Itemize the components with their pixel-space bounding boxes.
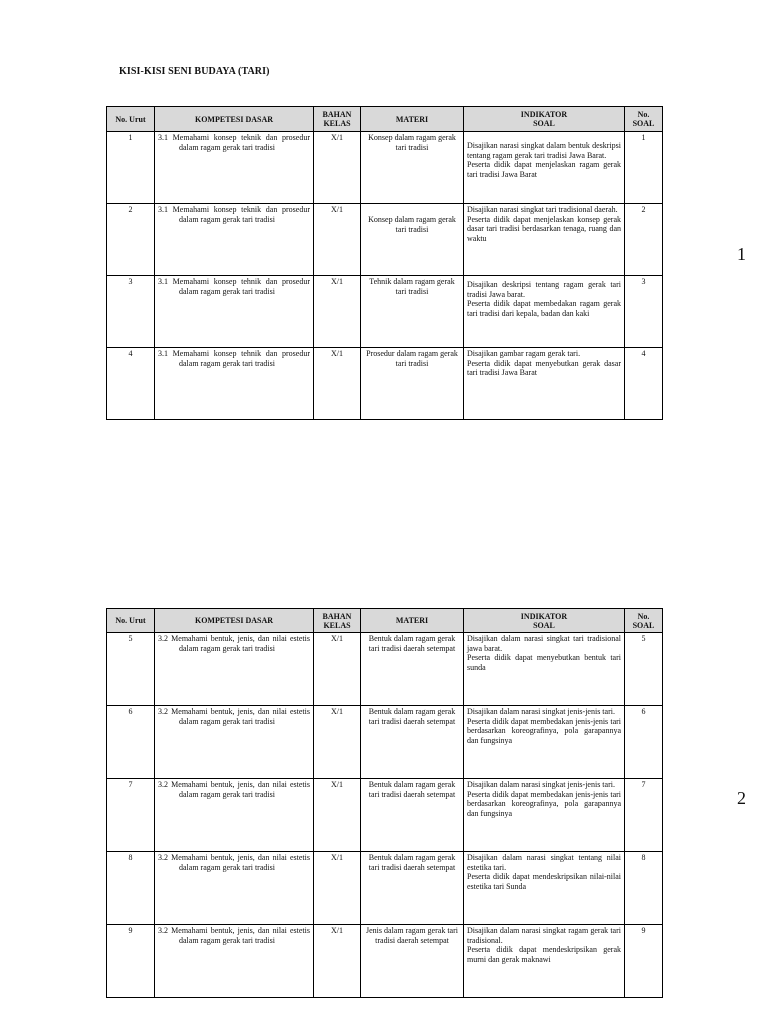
kompetensi-dasar-cell bbox=[155, 779, 314, 852]
kelas-cell: X/1 bbox=[314, 276, 361, 348]
header-materi: MATERI bbox=[361, 107, 464, 132]
row-number: 6 bbox=[107, 706, 155, 779]
kompetensi-dasar-text: 3.2 Memahami bentuk, jenis, dan nilai estetis dalam ragam gerak tari tradisi bbox=[158, 707, 310, 726]
indikator-cell bbox=[464, 132, 625, 204]
kompetensi-dasar-text: 3.2 Memahami bentuk, jenis, dan nilai estetis dalam ragam gerak tari tradisi bbox=[158, 780, 310, 799]
kompetensi-dasar-text: 3.1 Memahami konsep teknik dan prosedur dalam ragam gerak tari tradisi bbox=[158, 133, 310, 152]
kompetensi-dasar-text: 3.1 Memahami konsep tehnik dan prosedur dalam ragam gerak tari tradisi bbox=[158, 277, 310, 296]
kompetensi-dasar-cell bbox=[155, 132, 314, 204]
kompetensi-dasar-cell bbox=[155, 852, 314, 925]
header-bahan-kelas: BAHAN KELAS bbox=[314, 107, 361, 132]
kelas-cell: X/1 bbox=[314, 852, 361, 925]
kisi-kisi-table-2 bbox=[106, 608, 663, 998]
soal-number: 6 bbox=[625, 706, 663, 779]
row-number: 1 bbox=[107, 132, 155, 204]
materi-cell: Tehnik dalam ragam gerak tari tradisi bbox=[361, 276, 464, 348]
row-number: 4 bbox=[107, 348, 155, 420]
kelas-cell: X/1 bbox=[314, 925, 361, 998]
indikator-cell bbox=[464, 706, 625, 779]
header-no-urut: No. Urut bbox=[107, 609, 155, 633]
soal-number: 9 bbox=[625, 925, 663, 998]
indikator-text: Peserta didik dapat mendeskripsikan gerak murni dan gerak maknawi bbox=[467, 945, 621, 964]
table-row bbox=[107, 204, 663, 276]
indikator-cell bbox=[464, 204, 625, 276]
indikator-text: Disajikan narasi singkat dalam bentuk deskripsi tentang ragam gerak tari tradisi Jawa Barat. bbox=[467, 141, 621, 160]
page-number: 1 bbox=[737, 244, 746, 264]
materi-cell: Konsep dalam ragam gerak tari tradisi bbox=[361, 204, 464, 276]
indikator-text: Disajikan dalam narasi singkat tentang nilai estetika tari. bbox=[467, 853, 621, 872]
kelas-cell: X/1 bbox=[314, 204, 361, 276]
table-row bbox=[107, 779, 663, 852]
header-no-urut: No. Urut bbox=[107, 107, 155, 132]
kompetensi-dasar-cell bbox=[155, 633, 314, 706]
table-row bbox=[107, 276, 663, 348]
indikator-cell bbox=[464, 852, 625, 925]
materi-cell: Konsep dalam ragam gerak tari tradisi bbox=[361, 132, 464, 204]
indikator-cell bbox=[464, 925, 625, 998]
header-no-soal: No. SOAL bbox=[625, 609, 663, 633]
kompetensi-dasar-cell bbox=[155, 925, 314, 998]
header-indikator-soal: INDIKATOR SOAL bbox=[464, 107, 625, 132]
indikator-text: Disajikan gambar ragam gerak tari. bbox=[467, 349, 581, 358]
document-title: KISI-KISI SENI BUDAYA (TARI) bbox=[119, 66, 270, 77]
kompetensi-dasar-text: 3.1 Memahami konsep tehnik dan prosedur dalam ragam gerak tari tradisi bbox=[158, 349, 310, 368]
kompetensi-dasar-cell bbox=[155, 204, 314, 276]
row-number: 7 bbox=[107, 779, 155, 852]
soal-number: 2 bbox=[625, 204, 663, 276]
indikator-text: Peserta didik dapat menjelaskan konsep gerak dasar tari tradisi berdasarkan tenaga, ruang dan waktu bbox=[467, 214, 621, 243]
kompetensi-dasar-cell bbox=[155, 276, 314, 348]
materi-cell: Bentuk dalam ragam gerak tari tradisi daerah setempat bbox=[361, 706, 464, 779]
kompetensi-dasar-cell bbox=[155, 706, 314, 779]
indikator-text: Disajikan dalam narasi singkat jenis-jenis tari. bbox=[467, 780, 615, 789]
kelas-cell: X/1 bbox=[314, 779, 361, 852]
header-no-soal: No. SOAL bbox=[625, 107, 663, 132]
soal-number: 5 bbox=[625, 633, 663, 706]
indikator-cell bbox=[464, 276, 625, 348]
table-row bbox=[107, 633, 663, 706]
row-number: 3 bbox=[107, 276, 155, 348]
indikator-text: Peserta didik dapat mendeskripsikan nilai-nilai estetika tari Sunda bbox=[467, 872, 621, 891]
indikator-text: Peserta didik dapat membedakan jenis-jenis tari berdasarkan koreografinya, pola garapannya dan fungsinya bbox=[467, 789, 621, 818]
materi-cell: Prosedur dalam ragam gerak tari tradisi bbox=[361, 348, 464, 420]
kompetensi-dasar-text: 3.2 Memahami bentuk, jenis, dan nilai estetis dalam ragam gerak tari tradisi bbox=[158, 926, 310, 945]
soal-number: 1 bbox=[625, 132, 663, 204]
header-materi: MATERI bbox=[361, 609, 464, 633]
indikator-text: Peserta didik dapat menyebutkan bentuk tari sunda bbox=[467, 653, 621, 672]
materi-cell: Bentuk dalam ragam gerak tari tradisi daerah setempat bbox=[361, 779, 464, 852]
header-kompetensi-dasar: KOMPETESI DASAR bbox=[155, 107, 314, 132]
kisi-kisi-table-1 bbox=[106, 106, 663, 420]
table-row bbox=[107, 852, 663, 925]
row-number: 8 bbox=[107, 852, 155, 925]
soal-number: 8 bbox=[625, 852, 663, 925]
indikator-text: Disajikan dalam narasi singkat ragam gerak tari tradisional. bbox=[467, 926, 621, 945]
kompetensi-dasar-text: 3.2 Memahami bentuk, jenis, dan nilai estetis dalam ragam gerak tari tradisi bbox=[158, 634, 310, 653]
kompetensi-dasar-text: 3.2 Memahami bentuk, jenis, dan nilai estetis dalam ragam gerak tari tradisi bbox=[158, 853, 310, 872]
indikator-cell bbox=[464, 779, 625, 852]
kelas-cell: X/1 bbox=[314, 348, 361, 420]
materi-cell: Bentuk dalam ragam gerak tari tradisi daerah setempat bbox=[361, 852, 464, 925]
indikator-text: Disajikan dalam narasi singkat tari tradisional jawa barat. bbox=[467, 634, 621, 653]
header-kompetensi-dasar: KOMPETESI DASAR bbox=[155, 609, 314, 633]
kelas-cell: X/1 bbox=[314, 706, 361, 779]
indikator-cell bbox=[464, 348, 625, 420]
indikator-cell bbox=[464, 633, 625, 706]
row-number: 2 bbox=[107, 204, 155, 276]
indikator-text: Peserta didik dapat menjelaskan ragam gerak tari tradisi Jawa Barat bbox=[467, 160, 621, 179]
row-number: 9 bbox=[107, 925, 155, 998]
materi-cell: Jenis dalam ragam gerak tari tradisi daerah setempat bbox=[361, 925, 464, 998]
kelas-cell: X/1 bbox=[314, 132, 361, 204]
table-row bbox=[107, 925, 663, 998]
page-number: 2 bbox=[737, 788, 746, 808]
soal-number: 4 bbox=[625, 348, 663, 420]
row-number: 5 bbox=[107, 633, 155, 706]
soal-number: 3 bbox=[625, 276, 663, 348]
header-indikator-soal: INDIKATOR SOAL bbox=[464, 609, 625, 633]
kelas-cell: X/1 bbox=[314, 633, 361, 706]
materi-cell: Bentuk dalam ragam gerak tari tradisi daerah setempat bbox=[361, 633, 464, 706]
indikator-text: Disajikan narasi singkat tari tradisional daerah. bbox=[467, 205, 618, 214]
kompetensi-dasar-cell bbox=[155, 348, 314, 420]
kompetensi-dasar-text: 3.1 Memahami konsep teknik dan prosedur dalam ragam gerak tari tradisi bbox=[158, 205, 310, 224]
indikator-text: Peserta didik dapat menyebutkan gerak dasar tari tradisi Jawa Barat bbox=[467, 358, 621, 378]
indikator-text: Peserta didik dapat membedakan jenis-jenis tari berdasarkan koreografinya, pola garapannya dan fungsinya bbox=[467, 716, 621, 745]
indikator-text: Disajikan deskripsi tentang ragam gerak tari tradisi Jawa barat. bbox=[467, 280, 621, 299]
soal-number: 7 bbox=[625, 779, 663, 852]
table-row bbox=[107, 348, 663, 420]
table-row bbox=[107, 706, 663, 779]
indikator-text: Disajikan dalam narasi singkat jenis-jenis tari. bbox=[467, 707, 615, 716]
table-row bbox=[107, 132, 663, 204]
indikator-text: Peserta didik dapat membedakan ragam gerak tari tradisi dari kepala, badan dan kaki bbox=[467, 299, 621, 318]
header-bahan-kelas: BAHAN KELAS bbox=[314, 609, 361, 633]
